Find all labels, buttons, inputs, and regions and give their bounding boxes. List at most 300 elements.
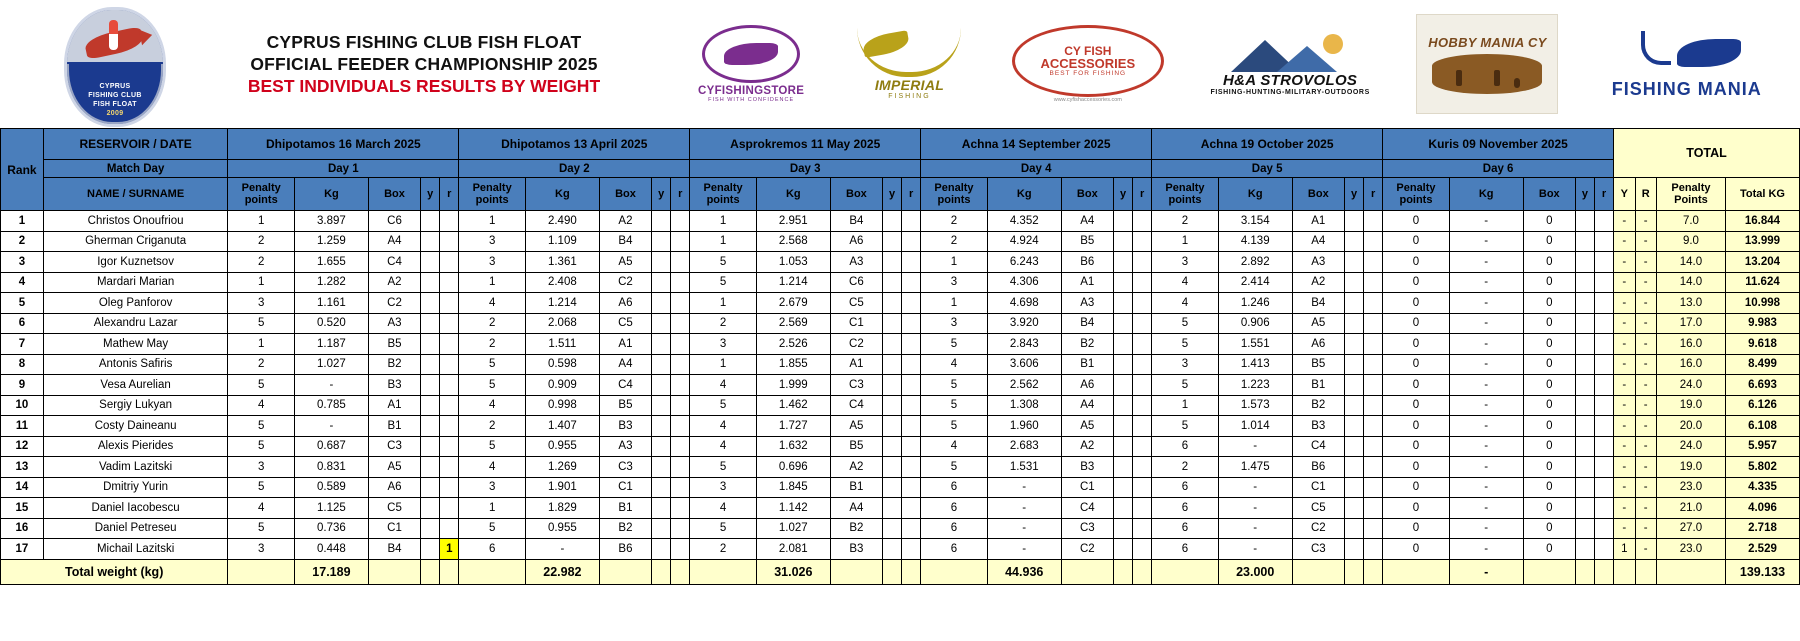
col-total-r: R	[1635, 178, 1656, 211]
cell-box-d4: C1	[1061, 477, 1113, 498]
cell-penalty-d5: 3	[1152, 252, 1219, 273]
cell-total-kg: 6.126	[1725, 395, 1799, 416]
cell-red-card-d3	[902, 375, 921, 396]
reservoir-date-label: RESERVOIR / DATE	[43, 129, 228, 160]
cell-rank: 15	[1, 498, 44, 519]
event-day-2: Day 2	[459, 160, 690, 178]
table-row[interactable]	[1, 272, 1800, 293]
total-spacer-box-d3	[830, 559, 882, 584]
cell-total-penalty-points: 9.0	[1656, 231, 1725, 252]
cell-kg-d1: 1.125	[295, 498, 369, 519]
table-row[interactable]	[1, 477, 1800, 498]
cell-kg-d2: 0.955	[525, 436, 599, 457]
table-row[interactable]	[1, 313, 1800, 334]
cell-penalty-d1: 5	[228, 436, 295, 457]
cell-box-d2: B4	[599, 231, 651, 252]
cell-box-d3: B5	[830, 436, 882, 457]
event-day-4: Day 4	[921, 160, 1152, 178]
cell-kg-d3: 1.214	[756, 272, 830, 293]
cell-penalty-d1: 3	[228, 539, 295, 560]
cell-yellow-card-d3	[883, 375, 902, 396]
cell-kg-d6: -	[1449, 498, 1523, 519]
cell-penalty-d5: 6	[1152, 539, 1219, 560]
cell-penalty-d4: 6	[921, 498, 988, 519]
cell-rank: 11	[1, 416, 44, 437]
cell-kg-d3: 2.526	[756, 334, 830, 355]
cell-red-card-d3	[902, 293, 921, 314]
cell-box-d3: A6	[830, 231, 882, 252]
table-row[interactable]	[1, 457, 1800, 478]
cell-rank: 13	[1, 457, 44, 478]
total-spacer-y-d4	[1114, 559, 1133, 584]
sponsor-tagline: BEST FOR FISHING	[1049, 70, 1127, 77]
cell-yellow-card-d1	[421, 539, 440, 560]
table-row[interactable]	[1, 498, 1800, 519]
cell-box-d2: C5	[599, 313, 651, 334]
cell-total-r: -	[1635, 539, 1656, 560]
col-y-1: y	[421, 178, 440, 211]
cell-kg-d3: 1.027	[756, 518, 830, 539]
cell-red-card-d6	[1595, 334, 1614, 355]
cell-kg-d5: -	[1218, 518, 1292, 539]
cell-penalty-d6: 0	[1383, 313, 1450, 334]
cell-yellow-card-d4	[1114, 293, 1133, 314]
cell-name: Vesa Aurelian	[43, 375, 228, 396]
cell-penalty-d6: 0	[1383, 375, 1450, 396]
cell-box-d1: B5	[368, 334, 420, 355]
total-spacer-penalty-d4	[921, 559, 988, 584]
cell-yellow-card-d6	[1575, 354, 1594, 375]
cell-total-kg: 2.718	[1725, 518, 1799, 539]
cell-total-penalty-points: 19.0	[1656, 395, 1725, 416]
cell-total-kg: 9.983	[1725, 313, 1799, 334]
cell-box-d5: A3	[1292, 252, 1344, 273]
cell-yellow-card-d2	[652, 231, 671, 252]
cell-yellow-card-d5	[1344, 395, 1363, 416]
cell-yellow-card-d4	[1114, 416, 1133, 437]
anglers-silhouette-icon	[1432, 54, 1542, 94]
cell-red-card-d4	[1133, 457, 1152, 478]
col-total-total-kg: Total KG	[1725, 178, 1799, 211]
total-spacer-y-d1	[421, 559, 440, 584]
cell-kg-d4: 4.306	[987, 272, 1061, 293]
cell-penalty-d5: 5	[1152, 334, 1219, 355]
cell-yellow-card-d3	[883, 231, 902, 252]
cell-rank: 9	[1, 375, 44, 396]
table-row[interactable]	[1, 293, 1800, 314]
cell-kg-d6: -	[1449, 518, 1523, 539]
total-spacer-y-d5	[1344, 559, 1363, 584]
col-penalty-points-1: Penalty points	[228, 178, 295, 211]
cell-kg-d1: 1.655	[295, 252, 369, 273]
cell-penalty-d4: 1	[921, 293, 988, 314]
cell-box-d1: B2	[368, 354, 420, 375]
cell-yellow-card-d5	[1344, 252, 1363, 273]
col-y-3: y	[883, 178, 902, 211]
cell-rank: 8	[1, 354, 44, 375]
total-header: TOTAL	[1614, 129, 1800, 178]
col-box-6: Box	[1523, 178, 1575, 211]
total-weight-d4: 44.936	[987, 559, 1061, 584]
cell-kg-d1: 0.448	[295, 539, 369, 560]
sponsor-logo-imperial-fishing	[845, 12, 973, 116]
cell-penalty-d5: 6	[1152, 498, 1219, 519]
cell-red-card-d6	[1595, 252, 1614, 273]
cell-red-card-d3	[902, 272, 921, 293]
table-row[interactable]	[1, 539, 1800, 560]
cell-rank: 10	[1, 395, 44, 416]
cell-kg-d4: 2.843	[987, 334, 1061, 355]
col-penalty-points-3: Penalty points	[690, 178, 757, 211]
cell-box-d1: C1	[368, 518, 420, 539]
cell-penalty-d1: 2	[228, 231, 295, 252]
cell-rank: 17	[1, 539, 44, 560]
cell-box-d5: B3	[1292, 416, 1344, 437]
cell-rank: 16	[1, 518, 44, 539]
cell-box-d4: A2	[1061, 436, 1113, 457]
cell-total-penalty-points: 24.0	[1656, 375, 1725, 396]
cell-box-d5: B4	[1292, 293, 1344, 314]
cell-rank: 4	[1, 272, 44, 293]
cell-kg-d4: 1.960	[987, 416, 1061, 437]
cell-kg-d1: 1.187	[295, 334, 369, 355]
cell-yellow-card-d4	[1114, 313, 1133, 334]
total-spacer-pp	[1656, 559, 1725, 584]
cell-yellow-card-d3	[883, 436, 902, 457]
table-row[interactable]	[1, 436, 1800, 457]
cell-red-card-d5	[1364, 231, 1383, 252]
cell-red-card-d4	[1133, 518, 1152, 539]
cell-name: Igor Kuznetsov	[43, 252, 228, 273]
cell-total-y: -	[1614, 231, 1635, 252]
cell-box-d2: A2	[599, 211, 651, 232]
cell-penalty-d2: 3	[459, 231, 526, 252]
cell-red-card-d5	[1364, 334, 1383, 355]
cell-yellow-card-d4	[1114, 395, 1133, 416]
table-row[interactable]	[1, 375, 1800, 396]
cell-penalty-d1: 3	[228, 293, 295, 314]
cell-kg-d6: -	[1449, 211, 1523, 232]
cell-total-penalty-points: 16.0	[1656, 354, 1725, 375]
cell-box-d2: A5	[599, 252, 651, 273]
cell-penalty-d5: 5	[1152, 416, 1219, 437]
cell-red-card-d1	[440, 375, 459, 396]
match-day-label: Match Day	[43, 160, 228, 178]
cell-box-d5: B2	[1292, 395, 1344, 416]
cell-total-kg: 16.844	[1725, 211, 1799, 232]
cell-yellow-card-d1	[421, 354, 440, 375]
event-day-3: Day 3	[690, 160, 921, 178]
cell-penalty-d2: 3	[459, 477, 526, 498]
cell-name: Gherman Criganuta	[43, 231, 228, 252]
cell-red-card-d5	[1364, 498, 1383, 519]
cell-box-d5: C1	[1292, 477, 1344, 498]
table-row[interactable]	[1, 395, 1800, 416]
cell-kg-d1: 0.520	[295, 313, 369, 334]
cell-name: Michail Lazitski	[43, 539, 228, 560]
cell-yellow-card-d1	[421, 252, 440, 273]
cell-total-kg: 6.108	[1725, 416, 1799, 437]
total-spacer-r-d2	[671, 559, 690, 584]
cell-total-penalty-points: 14.0	[1656, 272, 1725, 293]
cell-box-d1: C5	[368, 498, 420, 519]
cell-penalty-d6: 0	[1383, 539, 1450, 560]
cell-red-card-d2	[671, 436, 690, 457]
cell-kg-d3: 1.845	[756, 477, 830, 498]
col-total-y: Y	[1614, 178, 1635, 211]
cell-penalty-d4: 3	[921, 272, 988, 293]
cell-kg-d6: -	[1449, 539, 1523, 560]
cell-kg-d1: 0.687	[295, 436, 369, 457]
col-y-4: y	[1114, 178, 1133, 211]
cell-yellow-card-d2	[652, 477, 671, 498]
cell-yellow-card-d6	[1575, 313, 1594, 334]
cell-penalty-d2: 1	[459, 211, 526, 232]
cell-red-card-d1	[440, 436, 459, 457]
cell-penalty-d3: 4	[690, 436, 757, 457]
cell-yellow-card-d5	[1344, 498, 1363, 519]
cell-kg-d6: -	[1449, 457, 1523, 478]
cell-kg-d3: 1.053	[756, 252, 830, 273]
total-spacer-r-d1	[440, 559, 459, 584]
cell-penalty-d1: 3	[228, 457, 295, 478]
col-kg-2: Kg	[525, 178, 599, 211]
cell-yellow-card-d1	[421, 313, 440, 334]
cell-red-card-d3	[902, 334, 921, 355]
event-venue-6: Kuris 09 November 2025	[1383, 129, 1614, 160]
cell-yellow-card-d2	[652, 375, 671, 396]
cell-red-card-d1	[440, 416, 459, 437]
cell-box-d3: B1	[830, 477, 882, 498]
event-venue-1: Dhipotamos 16 March 2025	[228, 129, 459, 160]
cell-box-d4: B1	[1061, 354, 1113, 375]
cell-red-card-d5	[1364, 354, 1383, 375]
cell-penalty-d6: 0	[1383, 293, 1450, 314]
cell-total-penalty-points: 14.0	[1656, 252, 1725, 273]
cell-yellow-card-d3	[883, 211, 902, 232]
cell-yellow-card-d4	[1114, 457, 1133, 478]
cell-kg-d2: -	[525, 539, 599, 560]
cell-box-d6: 0	[1523, 334, 1575, 355]
cell-penalty-d3: 4	[690, 375, 757, 396]
cell-penalty-d3: 1	[690, 231, 757, 252]
cell-penalty-d6: 0	[1383, 436, 1450, 457]
cell-penalty-d3: 5	[690, 395, 757, 416]
cell-kg-d4: 3.920	[987, 313, 1061, 334]
total-weight-label: Total weight (kg)	[1, 559, 228, 584]
cell-yellow-card-d5	[1344, 231, 1363, 252]
cell-yellow-card-d4	[1114, 375, 1133, 396]
cell-box-d1: A5	[368, 457, 420, 478]
cell-rank: 3	[1, 252, 44, 273]
cell-name: Mardari Marian	[43, 272, 228, 293]
cell-rank: 2	[1, 231, 44, 252]
cell-kg-d1: 3.897	[295, 211, 369, 232]
cell-red-card-d4	[1133, 211, 1152, 232]
cell-box-d4: C4	[1061, 498, 1113, 519]
col-penalty-points-4: Penalty points	[921, 178, 988, 211]
cell-kg-d3: 2.951	[756, 211, 830, 232]
cell-penalty-d2: 3	[459, 252, 526, 273]
total-spacer-box-d5	[1292, 559, 1344, 584]
cell-penalty-d6: 0	[1383, 416, 1450, 437]
cell-kg-d6: -	[1449, 334, 1523, 355]
cell-yellow-card-d6	[1575, 518, 1594, 539]
cell-kg-d1: 0.589	[295, 477, 369, 498]
cell-penalty-d6: 0	[1383, 231, 1450, 252]
cell-box-d2: C4	[599, 375, 651, 396]
cell-red-card-d2	[671, 231, 690, 252]
cell-yellow-card-d5	[1344, 211, 1363, 232]
cell-total-penalty-points: 16.0	[1656, 334, 1725, 355]
cell-penalty-d2: 2	[459, 334, 526, 355]
cell-yellow-card-d5	[1344, 354, 1363, 375]
cell-penalty-d5: 6	[1152, 436, 1219, 457]
cell-kg-d2: 1.829	[525, 498, 599, 519]
cell-kg-d4: 4.352	[987, 211, 1061, 232]
cell-box-d6: 0	[1523, 231, 1575, 252]
total-spacer-y-d6	[1575, 559, 1594, 584]
cell-kg-d2: 1.269	[525, 457, 599, 478]
cell-red-card-d5	[1364, 252, 1383, 273]
cell-red-card-d3	[902, 395, 921, 416]
cell-total-r: -	[1635, 416, 1656, 437]
cell-yellow-card-d3	[883, 539, 902, 560]
cell-total-kg: 13.204	[1725, 252, 1799, 273]
cell-red-card-d1	[440, 477, 459, 498]
cell-yellow-card-d5	[1344, 272, 1363, 293]
cell-yellow-card-d3	[883, 354, 902, 375]
table-row[interactable]	[1, 211, 1800, 232]
cell-penalty-d3: 3	[690, 334, 757, 355]
cell-red-card-d6	[1595, 272, 1614, 293]
cell-total-r: -	[1635, 436, 1656, 457]
cell-yellow-card-d4	[1114, 354, 1133, 375]
cell-box-d6: 0	[1523, 395, 1575, 416]
cell-yellow-card-d2	[652, 293, 671, 314]
cell-name: Alexandru Lazar	[43, 313, 228, 334]
cell-penalty-d4: 6	[921, 539, 988, 560]
cell-box-d4: A4	[1061, 211, 1113, 232]
cell-kg-d4: 2.562	[987, 375, 1061, 396]
cell-kg-d5: 0.906	[1218, 313, 1292, 334]
cell-red-card-d2	[671, 539, 690, 560]
cell-penalty-d6: 0	[1383, 395, 1450, 416]
table-header-venues	[1, 129, 1800, 160]
cell-box-d2: B1	[599, 498, 651, 519]
total-spacer-box-d1	[368, 559, 420, 584]
table-row[interactable]	[1, 518, 1800, 539]
cell-yellow-card-d1	[421, 334, 440, 355]
cell-red-card-d3	[902, 231, 921, 252]
cell-kg-d4: -	[987, 477, 1061, 498]
cell-kg-d6: -	[1449, 252, 1523, 273]
cell-red-card-d1	[440, 334, 459, 355]
total-spacer-r-d5	[1364, 559, 1383, 584]
cell-kg-d1: 1.282	[295, 272, 369, 293]
col-r-5: r	[1364, 178, 1383, 211]
event-venue-2: Dhipotamos 13 April 2025	[459, 129, 690, 160]
cell-yellow-card-d5	[1344, 293, 1363, 314]
total-spacer-r-d4	[1133, 559, 1152, 584]
cell-kg-d1: 0.831	[295, 457, 369, 478]
cell-penalty-d2: 5	[459, 354, 526, 375]
cell-box-d2: A6	[599, 293, 651, 314]
cell-penalty-d1: 5	[228, 313, 295, 334]
cell-kg-d1: -	[295, 416, 369, 437]
table-row[interactable]	[1, 252, 1800, 273]
cell-box-d5: A1	[1292, 211, 1344, 232]
cell-red-card-d3	[902, 518, 921, 539]
cell-total-kg: 5.802	[1725, 457, 1799, 478]
sponsor-name: IMPERIAL	[874, 77, 945, 93]
cell-box-d6: 0	[1523, 477, 1575, 498]
cell-box-d4: A3	[1061, 293, 1113, 314]
table-row[interactable]	[1, 354, 1800, 375]
table-row[interactable]	[1, 334, 1800, 355]
cell-red-card-d1	[440, 211, 459, 232]
cell-yellow-card-d2	[652, 313, 671, 334]
cell-kg-d5: 1.014	[1218, 416, 1292, 437]
cell-box-d6: 0	[1523, 313, 1575, 334]
cell-red-card-d2	[671, 334, 690, 355]
cell-yellow-card-d6	[1575, 231, 1594, 252]
cell-penalty-d5: 1	[1152, 231, 1219, 252]
cell-penalty-d1: 5	[228, 518, 295, 539]
cell-red-card-d2	[671, 211, 690, 232]
cell-penalty-d4: 3	[921, 313, 988, 334]
total-spacer-r	[1635, 559, 1656, 584]
cell-yellow-card-d6	[1575, 436, 1594, 457]
cell-name: Daniel Iacobescu	[43, 498, 228, 519]
cell-red-card-d4	[1133, 539, 1152, 560]
cell-kg-d2: 1.901	[525, 477, 599, 498]
cell-kg-d2: 2.490	[525, 211, 599, 232]
col-y-6: y	[1575, 178, 1594, 211]
cell-rank: 1	[1, 211, 44, 232]
cell-red-card-d5	[1364, 293, 1383, 314]
cell-kg-d2: 2.068	[525, 313, 599, 334]
cell-kg-d1: 1.161	[295, 293, 369, 314]
table-row[interactable]	[1, 416, 1800, 437]
cell-total-kg: 8.499	[1725, 354, 1799, 375]
cell-red-card-d3	[902, 477, 921, 498]
col-box-2: Box	[599, 178, 651, 211]
cell-kg-d5: 3.154	[1218, 211, 1292, 232]
cell-total-r: -	[1635, 313, 1656, 334]
cell-total-r: -	[1635, 518, 1656, 539]
cell-total-r: -	[1635, 395, 1656, 416]
cell-yellow-card-d3	[883, 477, 902, 498]
table-row[interactable]	[1, 231, 1800, 252]
cell-box-d1: C3	[368, 436, 420, 457]
cell-penalty-d1: 4	[228, 395, 295, 416]
cell-box-d6: 0	[1523, 354, 1575, 375]
sponsor-logo-hobby-mania-cy	[1412, 12, 1562, 116]
sponsor-tagline: FISHING-HUNTING-MILITARY-OUTDOORS	[1210, 89, 1370, 96]
cell-rank: 14	[1, 477, 44, 498]
cell-red-card-d5	[1364, 457, 1383, 478]
cell-box-d6: 0	[1523, 539, 1575, 560]
cell-penalty-d5: 6	[1152, 477, 1219, 498]
cell-red-card-d6	[1595, 518, 1614, 539]
cell-box-d2: B3	[599, 416, 651, 437]
cell-total-y: -	[1614, 477, 1635, 498]
cell-yellow-card-d3	[883, 252, 902, 273]
cell-yellow-card-d6	[1575, 334, 1594, 355]
cell-box-d1: A1	[368, 395, 420, 416]
cell-penalty-d2: 4	[459, 457, 526, 478]
